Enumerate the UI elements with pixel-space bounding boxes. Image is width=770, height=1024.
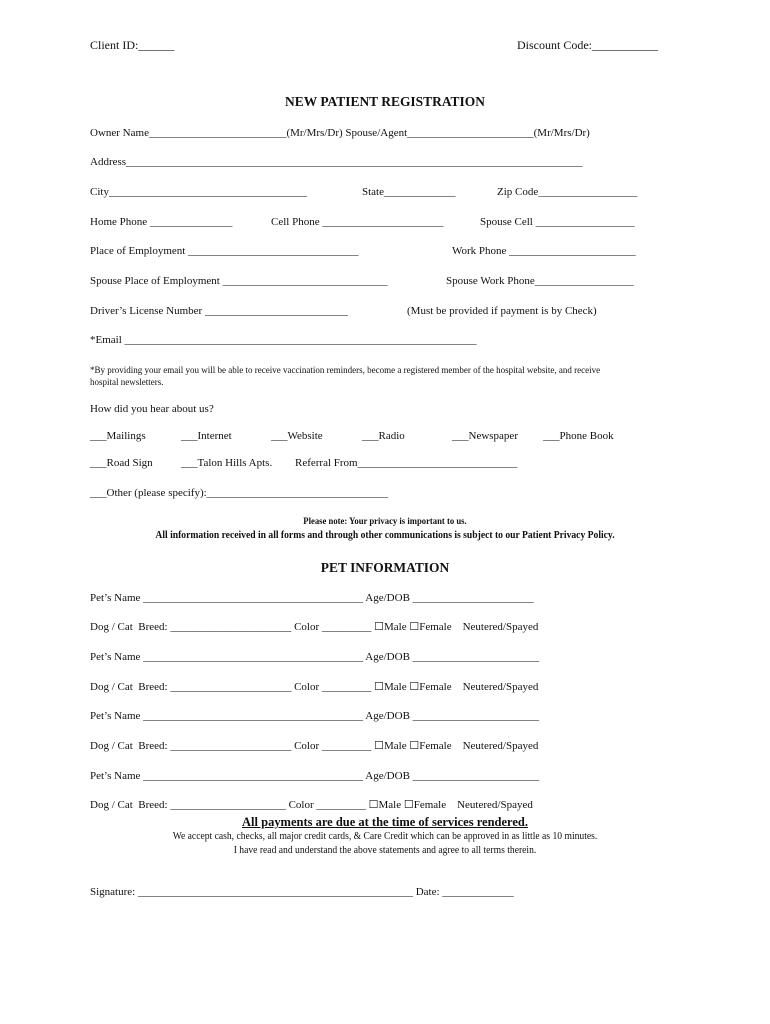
referral-mailings[interactable]: ___Mailings <box>90 430 146 442</box>
email-note-line-2: hospital newsletters. <box>90 377 164 387</box>
pet-1-name-field[interactable]: Pet’s Name ________________________________________ Age/DOB ______________________ <box>90 592 534 604</box>
referral-radio[interactable]: ___Radio <box>362 430 405 442</box>
email-field[interactable]: *Email ________________________________________________________________ <box>90 334 477 346</box>
pet-4-name-field[interactable]: Pet’s Name ________________________________________ Age/DOB _______________________ <box>90 770 540 782</box>
spouse-employment-field[interactable]: Spouse Place of Employment ______________________________ <box>90 275 388 287</box>
page-title: NEW PATIENT REGISTRATION <box>285 95 485 110</box>
zip-code-field[interactable]: Zip Code__________________ <box>497 186 638 198</box>
cell-phone-field[interactable]: Cell Phone ______________________ <box>271 216 444 228</box>
home-phone-field[interactable]: Home Phone _______________ <box>90 216 233 228</box>
address-field[interactable]: Address___________________________________________________________________________________ <box>90 156 583 168</box>
payment-due-notice: All payments are due at the time of services rendered. <box>242 814 528 829</box>
referral-internet[interactable]: ___Internet <box>181 430 232 442</box>
city-field[interactable]: City____________________________________ <box>90 186 307 198</box>
payment-methods-note: We accept cash, checks, all major credit cards, & Care Credit which can be approved in as little as 10 minutes. <box>172 831 598 842</box>
pet-2-breed-field[interactable]: Dog / Cat Breed: ______________________ Color _________ ☐Male ☐Female Neutered/Spayed <box>90 681 539 693</box>
referral-from-field[interactable]: Referral From_____________________________ <box>295 457 518 469</box>
terms-agreement-note: I have read and understand the above statements and agree to all terms therein. <box>233 845 537 856</box>
referral-road-sign[interactable]: ___Road Sign <box>90 457 153 469</box>
referral-question: How did you hear about us? <box>90 403 214 415</box>
pet-3-breed-field[interactable]: Dog / Cat Breed: ______________________ Color _________ ☐Male ☐Female Neutered/Spayed <box>90 740 539 752</box>
privacy-note-line-2: All information received in all forms and through other communications is subject to our Patient Privacy Policy. <box>155 530 615 541</box>
spouse-work-phone-field[interactable]: Spouse Work Phone__________________ <box>446 275 634 287</box>
client-id-field[interactable]: Client ID:______ <box>90 38 175 52</box>
pet-info-title: PET INFORMATION <box>320 561 450 576</box>
referral-other-field[interactable]: ___Other (please specify):_________________________________ <box>90 487 389 499</box>
license-note: (Must be provided if payment is by Check) <box>407 305 597 317</box>
pet-1-breed-field[interactable]: Dog / Cat Breed: ______________________ Color _________ ☐Male ☐Female Neutered/Spayed <box>90 621 539 633</box>
email-note-line-1: *By providing your email you will be able to receive vaccination reminders, become a registered member of the hospital website, and receive <box>90 365 601 375</box>
owner-name-field[interactable]: Owner Name_________________________(Mr/Mrs/Dr) Spouse/Agent_______________________(Mr/Mrs/Dr) <box>90 127 590 139</box>
referral-phone-book[interactable]: ___Phone Book <box>543 430 614 442</box>
state-field[interactable]: State_____________ <box>362 186 456 198</box>
license-field[interactable]: Driver’s License Number __________________________ <box>90 305 348 317</box>
pet-4-breed-field[interactable]: Dog / Cat Breed: _____________________ Color _________ ☐Male ☐Female Neutered/Spayed <box>90 799 533 811</box>
work-phone-field[interactable]: Work Phone _______________________ <box>452 245 636 257</box>
referral-website[interactable]: ___Website <box>271 430 323 442</box>
referral-talon-hills[interactable]: ___Talon Hills Apts. <box>181 457 273 469</box>
privacy-note-line-1: Please note: Your privacy is important to us. <box>303 516 467 526</box>
referral-newspaper[interactable]: ___Newspaper <box>452 430 518 442</box>
spouse-cell-field[interactable]: Spouse Cell __________________ <box>480 216 635 228</box>
discount-code-field[interactable]: Discount Code:___________ <box>517 38 658 52</box>
pet-2-name-field[interactable]: Pet’s Name ________________________________________ Age/DOB _______________________ <box>90 651 540 663</box>
pet-3-name-field[interactable]: Pet’s Name ________________________________________ Age/DOB _______________________ <box>90 710 540 722</box>
signature-field[interactable]: Signature: __________________________________________________ Date: _____________ <box>90 886 514 898</box>
employment-field[interactable]: Place of Employment _______________________________ <box>90 245 359 257</box>
